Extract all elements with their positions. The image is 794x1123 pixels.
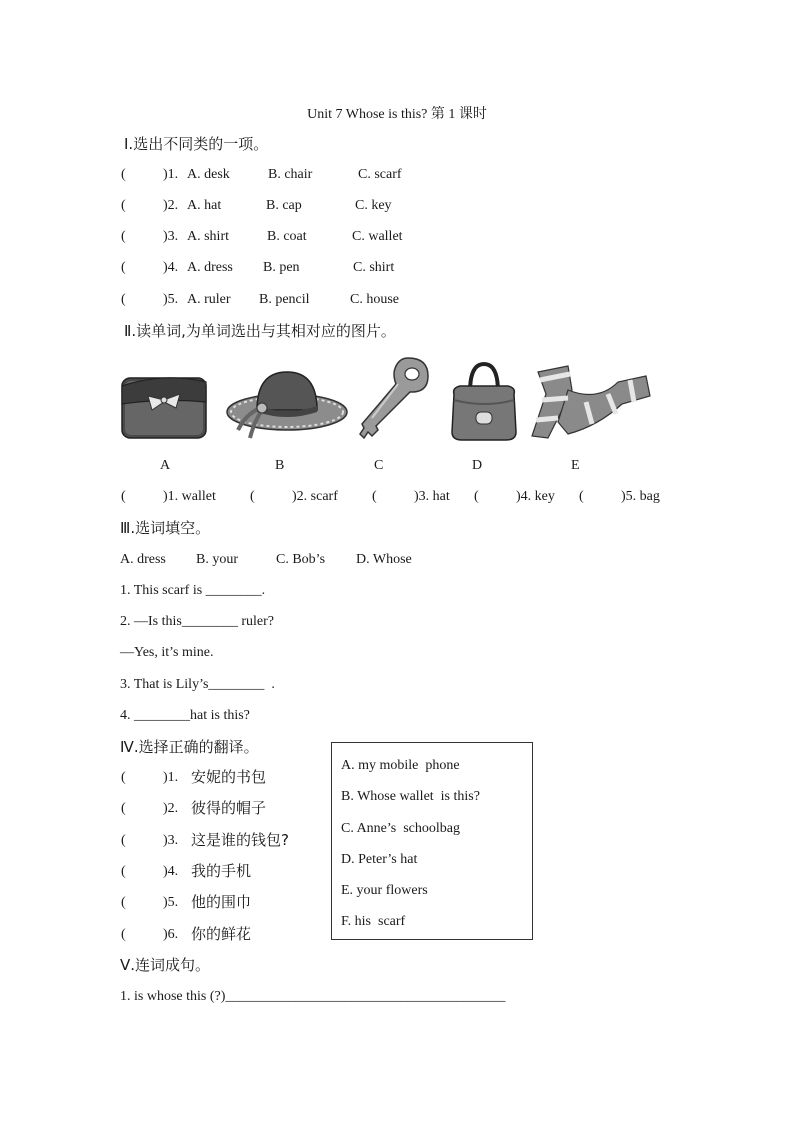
option-c: C. key (355, 198, 392, 213)
option-b: B. cap (266, 198, 302, 213)
fill-blank-line: 3. That is Lily’s________ . (120, 677, 275, 692)
picture-label-e: E (571, 458, 580, 473)
fill-blank-line: 2. —Is this________ ruler? (120, 614, 274, 629)
section-5-heading: Ⅴ.连词成句。 (120, 956, 211, 974)
section-2-heading: Ⅱ.读单词,为单词选出与其相对应的图片。 (124, 322, 396, 340)
fill-blank-line: 1. This scarf is ________. (120, 583, 266, 598)
translation-item: 这是谁的钱包? (191, 831, 289, 849)
question-number: )2. (163, 801, 179, 816)
hat-icon (224, 368, 350, 442)
option-c: C. scarf (358, 167, 402, 182)
question-number: )3. (163, 229, 179, 244)
picture-label-a: A (160, 458, 171, 473)
option-b: B. coat (267, 229, 307, 244)
question-number: )2. (163, 198, 179, 213)
option-b: B. chair (268, 167, 313, 182)
paren: ( (121, 895, 126, 910)
option-a: A. ruler (187, 292, 231, 307)
paren: ( (474, 489, 479, 504)
paren: ( (250, 489, 255, 504)
paren: ( (121, 801, 126, 816)
section-4-heading: Ⅳ.选择正确的翻译。 (120, 738, 259, 756)
paren: ( (121, 167, 126, 182)
option-b: B. pen (263, 260, 300, 275)
choice-d: D. Peter’s hat (341, 852, 418, 867)
question-number: )4. (163, 260, 179, 275)
word-option-a: A. dress (120, 552, 166, 567)
match-item-4: )4. key (516, 489, 555, 504)
paren: ( (121, 770, 126, 785)
choice-c: C. Anne’s schoolbag (341, 821, 460, 836)
choice-e: E. your flowers (341, 883, 428, 898)
page-title: Unit 7 Whose is this? 第 1 课时 (307, 107, 487, 122)
question-number: )6. (163, 927, 179, 942)
sentence-line: 1. is whose this (?)________________________________________ (120, 989, 506, 1004)
choice-f: F. his scarf (341, 914, 406, 929)
question-number: )5. (163, 292, 179, 307)
question-number: )1. (163, 167, 179, 182)
scarf-icon (528, 362, 654, 442)
translation-item: 他的围巾 (191, 893, 252, 911)
picture-label-d: D (472, 458, 483, 473)
translation-item: 安妮的书包 (191, 768, 267, 786)
paren: ( (121, 260, 126, 275)
paren: ( (121, 927, 126, 942)
option-c: C. wallet (352, 229, 403, 244)
option-c: C. house (350, 292, 399, 307)
paren: ( (579, 489, 584, 504)
paren: ( (121, 864, 126, 879)
bag-icon (448, 360, 520, 442)
option-b: B. pencil (259, 292, 310, 307)
section-3-heading: Ⅲ.选词填空。 (120, 519, 211, 537)
word-option-b: B. your (196, 552, 238, 567)
paren: ( (121, 229, 126, 244)
paren: ( (121, 489, 126, 504)
question-number: )1. (163, 770, 179, 785)
option-a: A. shirt (187, 229, 229, 244)
match-item-2: )2. scarf (292, 489, 338, 504)
paren: ( (121, 833, 126, 848)
question-number: )3. (163, 833, 179, 848)
choice-b: B. Whose wallet is this? (341, 789, 480, 804)
translation-item: 我的手机 (191, 862, 252, 880)
match-item-1: )1. wallet (163, 489, 216, 504)
section-1-heading: Ⅰ.选出不同类的一项。 (124, 135, 269, 153)
translation-item: 你的鲜花 (191, 925, 252, 943)
paren: ( (372, 489, 377, 504)
picture-label-c: C (374, 458, 384, 473)
translation-item: 彼得的帽子 (191, 799, 267, 817)
option-c: C. shirt (353, 260, 395, 275)
key-icon (358, 354, 432, 442)
fill-blank-line: 4. ________hat is this? (120, 708, 250, 723)
option-a: A. hat (187, 198, 222, 213)
wallet-icon (118, 368, 210, 442)
answer-choices-box (331, 742, 533, 940)
paren: ( (121, 292, 126, 307)
question-number: )4. (163, 864, 179, 879)
paren: ( (121, 198, 126, 213)
match-item-3: )3. hat (414, 489, 450, 504)
question-number: )5. (163, 895, 179, 910)
picture-label-b: B (275, 458, 285, 473)
option-a: A. desk (187, 167, 230, 182)
word-option-d: D. Whose (356, 552, 412, 567)
option-a: A. dress (187, 260, 233, 275)
word-option-c: C. Bob’s (276, 552, 326, 567)
fill-blank-line: —Yes, it’s mine. (120, 645, 214, 660)
choice-a: A. my mobile phone (341, 758, 460, 773)
match-item-5: )5. bag (621, 489, 660, 504)
